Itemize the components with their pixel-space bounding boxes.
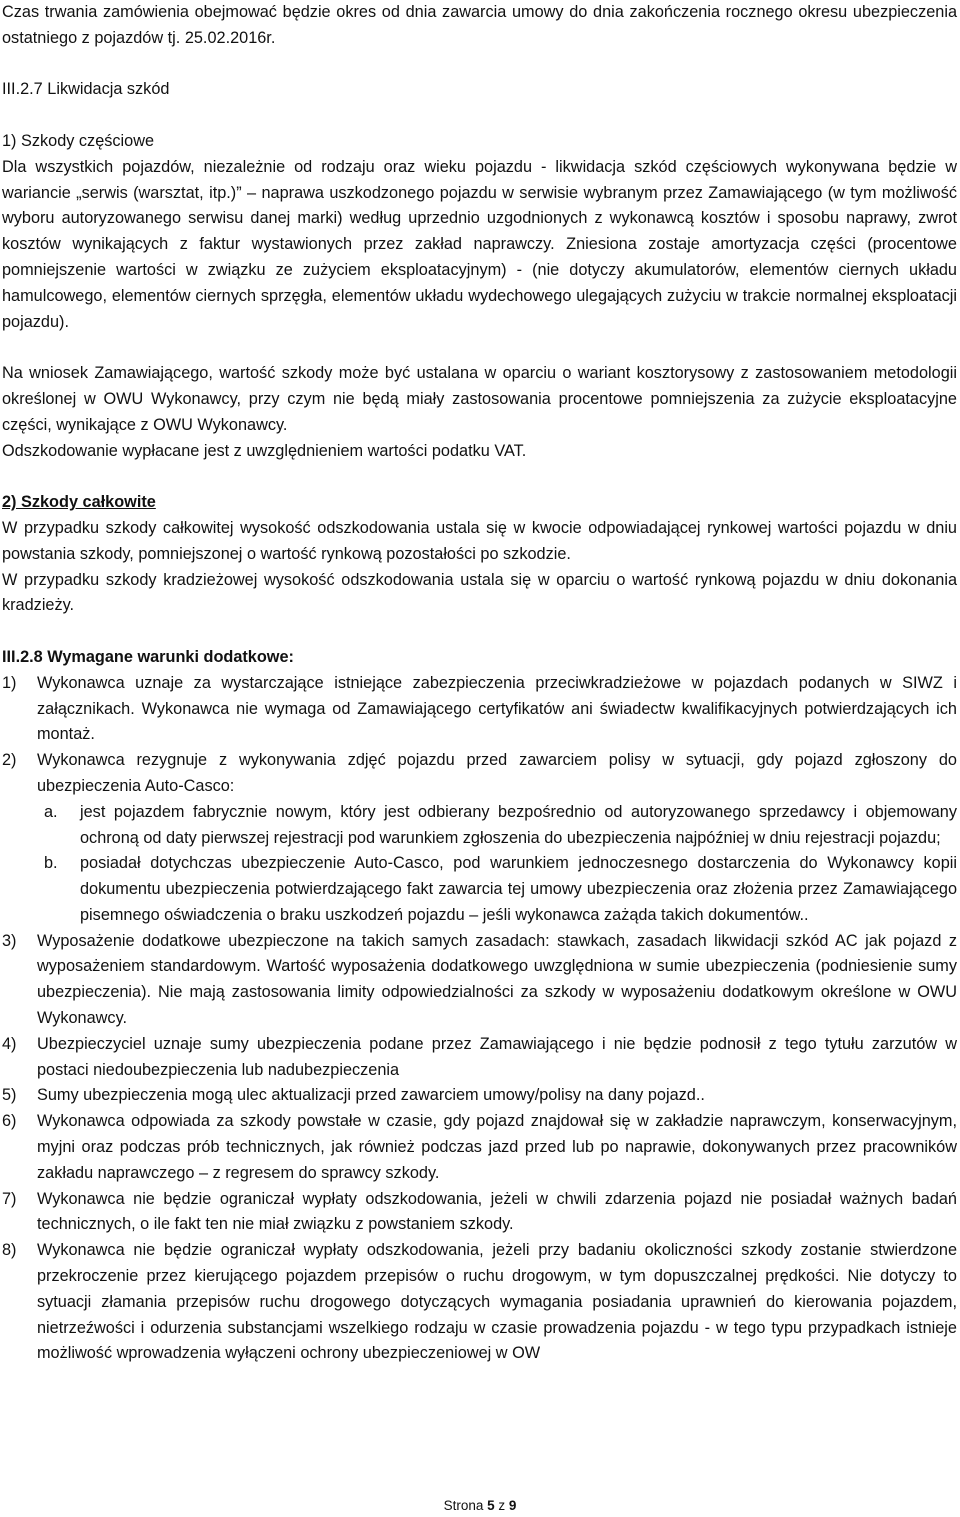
partial-damage-heading: 1) Szkody częściowe xyxy=(2,131,155,150)
list-item-text: Sumy ubezpieczenia mogą ulec aktualizacji przed zawarciem umowy/polisy na dany pojazd.. xyxy=(37,1086,705,1105)
list-item-text: Wykonawca uznaje za wystarczające istniejące zabezpieczenia przeciwkradzieżowe w pojazdach podanych w SIWZ i załącznikach. Wykonawca nie wymaga od Zamawiającego certyfikatów ani świadectw kwalifikacyjnych potwierdzających ich montaż. xyxy=(37,673,957,744)
list-item-number: 4) xyxy=(2,1034,17,1053)
section-title: Wymagane warunki dodatkowe: xyxy=(47,647,294,666)
sub-list-item-text: jest pojazdem fabrycznie nowym, który jest odbierany bezpośrednio od autoryzowanego sprzedawcy i objemowany ochroną od daty pierwszej rejestracji pod warunkiem zgłoszenia do ubezpieczenia najpóźniej w dniu rejestracji pojazdu; xyxy=(80,802,957,847)
list-item xyxy=(2,671,957,748)
page-total: 9 xyxy=(508,1498,517,1513)
sub-list-item-letter: b. xyxy=(44,854,58,873)
list-item xyxy=(2,1032,957,1084)
intro-paragraph: Czas trwania zamówienia obejmować będzie okres od dnia zawarcia umowy do dnia zakończenia rocznego okresu ubezpieczenia ostatniego z pojazdów tj. 25.02.2016r. xyxy=(2,3,957,47)
list-item-number: 1) xyxy=(2,673,17,692)
total-damage-paragraph-1: W przypadku szkody całkowitej wysokość odszkodowania ustala się w kwocie odpowiadającej rynkowej wartości pojazdu w dniu powstania szkody, pomniejszonej o wartość rynkową pozostałości po szkodzie. xyxy=(2,518,957,563)
section-number: III.2.7 xyxy=(2,80,43,99)
list-item-number: 7) xyxy=(2,1189,17,1208)
sub-list-item xyxy=(2,800,957,852)
sub-list-item xyxy=(2,851,957,928)
list-item xyxy=(2,1083,957,1109)
requirements-list xyxy=(2,671,957,1368)
total-damage-heading: 2) Szkody całkowite xyxy=(2,493,156,512)
total-damage-paragraph-2: W przypadku szkody kradzieżowej wysokość odszkodowania ustala się w oparciu o wartość rynkową pojazdu w dniu dokonania kradzieży. xyxy=(2,570,957,615)
section-title: Likwidacja szkód xyxy=(47,80,170,99)
list-item xyxy=(2,1238,957,1367)
list-item-text: Wykonawca rezygnuje z wykonywania zdjęć pojazdu przed zawarciem polisy w sytuacji, gdy pojazd zgłoszony do ubezpieczenia Auto-Casco: xyxy=(37,751,957,795)
list-item-number: 5) xyxy=(2,1086,17,1105)
page-separator: z xyxy=(498,1498,506,1513)
section-heading-282 xyxy=(2,645,957,671)
page-footer xyxy=(0,1498,960,1514)
section-heading-272 xyxy=(2,77,957,103)
list-item xyxy=(2,1109,957,1186)
list-item-text: Wykonawca nie będzie ograniczał wypłaty odszkodowania, jeżeli przy badaniu okoliczności szkody zostanie stwierdzone przekroczenie przez kierującego pojazdem przepisów o ruchu drogowym, w tym dopuszczalnej prędkości. Nie dotyczy to sytuacji złamania przepisów ruchu drogowego dotyczących wymagania posiadania uprawnień do kierowania pojazdem, nietrzeźwości i odurzenia substancjami wszelkiego rodzaju w czasie prowadzenia pojazdu - w tego typu przypadkach istnieje możliwość wprowadzenia wyłączeni ochrony ubezpieczeniowej w OW xyxy=(37,1241,957,1363)
list-item-number: 3) xyxy=(2,931,17,950)
partial-damage-paragraph-1: Dla wszystkich pojazdów, niezależnie od rodzaju oraz wieku pojazdu - likwidacja szkód częściowych wykonywana będzie w wariancie „serwis (warsztat, itp.)” – naprawa uszkodzonego pojazdu w serwisie wybranym przez Zamawiającego (w tym możliwość wyboru autoryzowanego serwisu danej marki) według uprzednio uzgodnionych z wykonawcą kosztów i sposobu naprawy, zwrot kosztów wynikających z faktur wystawionych przez zakład naprawczy. Zniesiona zostaje amortyzacja części (procentowe pomniejszenie wartości w związku ze zużyciem eksploatacyjnym) - (nie dotyczy akumulatorów, elementów ciernych układu hamulcowego, elementów ciernych sprzęgła, elementów układu wydechowego ulegających zużyciu w trakcie normalnej eksploatacji pojazdu). xyxy=(2,157,957,331)
sub-list-item-letter: a. xyxy=(44,802,58,821)
list-item-number: 6) xyxy=(2,1112,17,1131)
list-item-number: 8) xyxy=(2,1241,17,1260)
page-label: Strona xyxy=(443,1498,484,1513)
sub-list-container xyxy=(2,800,957,929)
list-item-text: Wykonawca odpowiada za szkody powstałe w czasie, gdy pojazd znajdował się w zakładzie naprawczym, konserwacyjnym, myjni oraz podczas prób technicznych, jak również podczas jazd przed lub po naprawie, dokonywanych przez pracowników zakładu naprawczego – z regresem do sprawcy szkody. xyxy=(37,1112,957,1182)
list-item-text: Ubezpieczyciel uznaje sumy ubezpieczenia podane przez Zamawiającego i nie będzie podnosił z tego tytułu zarzutów w postaci niedoubezpieczenia lub nadubezpieczenia xyxy=(37,1034,957,1079)
list-item xyxy=(2,748,957,800)
sub-list xyxy=(2,800,957,929)
list-item-text: Wykonawca nie będzie ograniczał wypłaty odszkodowania, jeżeli w chwili zdarzenia pojazd nie posiadał ważnych badań technicznych, o ile fakt ten nie miał związku z powstaniem szkody. xyxy=(37,1189,957,1234)
section-number: III.2.8 xyxy=(2,647,43,666)
list-item xyxy=(2,929,957,1032)
sub-list-item-text: posiadał dotychczas ubezpieczenie Auto-Casco, pod warunkiem jednoczesnego dostarczenia do Wykonawcy kopii dokumentu ubezpieczenia potwierdzającego fakt zawarcia tej umowy ubezpieczenia oraz złożenia przez Zamawiającego pisemnego oświadczenia o braku uszkodzeń pojazdu – jeśli wykonawca zażąda takich dokumentów.. xyxy=(80,854,957,924)
partial-damage-paragraph-2: Na wniosek Zamawiającego, wartość szkody może być ustalana w oparciu o wariant kosztorysowy z zastosowaniem metodologii określonej w OWU Wykonawcy, przy czym nie będą miały zastosowania procentowe pomniejszenia za zużycie eksploatacyjne części, wynikające z OWU Wykonawcy. xyxy=(2,364,957,434)
partial-damage-paragraph-3: Odszkodowanie wypłacane jest z uwzględnieniem wartości podatku VAT. xyxy=(2,441,527,460)
page-current: 5 xyxy=(487,1498,495,1513)
list-item xyxy=(2,1187,957,1239)
list-item-text: Wyposażenie dodatkowe ubezpieczone na takich samych zasadach: stawkach, zasadach likwidacji szkód AC jak pojazd z wyposażeniem standardowym. Wartość wyposażenia dodatkowego uwzględniona w sumie ubezpieczenia (podniesienie sumy ubezpieczenia). Nie mają zastosowania limity odpowiedzialności za szkody w wyposażeniu dodatkowym określone w OWU Wykonawcy. xyxy=(37,931,957,1028)
list-item-number: 2) xyxy=(2,751,17,770)
